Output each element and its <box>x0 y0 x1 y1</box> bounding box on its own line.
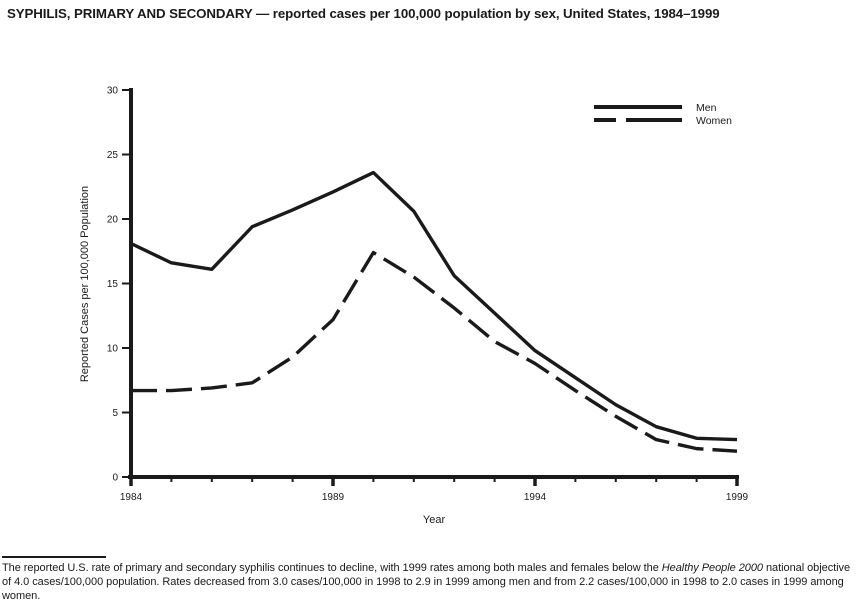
x-axis-label: Year <box>422 514 446 526</box>
y-axis-label: Reported Cases per 100,000 Population <box>79 185 91 383</box>
footnote-text <box>2 561 859 603</box>
y-tick-label: 0 <box>112 472 118 484</box>
y-tick-label: 30 <box>106 85 118 97</box>
x-tick-label: 1984 <box>119 492 143 503</box>
x-tick-label: 1994 <box>523 492 547 503</box>
x-tick-label: 1999 <box>725 492 749 503</box>
legend-label-men: Men <box>696 102 717 114</box>
footnote-text-part2: national objective of 4.0 cases/100,000 population. Rates decreased from 3.0 cases/100,000 in 1998 to 2.9 in 1999 among men and from 2.2 cases/100,000 in 1998 to 2.0 cases in 1999 among women. <box>2 562 851 603</box>
y-tick-label: 20 <box>106 214 118 226</box>
footnote-rule <box>2 556 106 558</box>
chart-title: SYPHILIS, PRIMARY AND SECONDARY — reported cases per 100,000 population by sex, United States, 1984–1999 <box>7 6 720 21</box>
y-tick-label: 25 <box>106 150 118 161</box>
y-tick-label: 10 <box>106 343 118 355</box>
footnote <box>2 556 859 603</box>
footnote-text-part1: The reported U.S. rate of primary and secondary syphilis continues to decline, with 1999 rates among both males and females below the <box>2 562 662 574</box>
y-tick-label: 5 <box>112 408 118 419</box>
series-men <box>131 173 737 440</box>
legend-label-women: Women <box>696 115 732 127</box>
x-tick-label: 1989 <box>321 492 345 503</box>
y-tick-label: 15 <box>106 279 118 290</box>
footnote-italic: Healthy People 2000 <box>661 562 763 574</box>
